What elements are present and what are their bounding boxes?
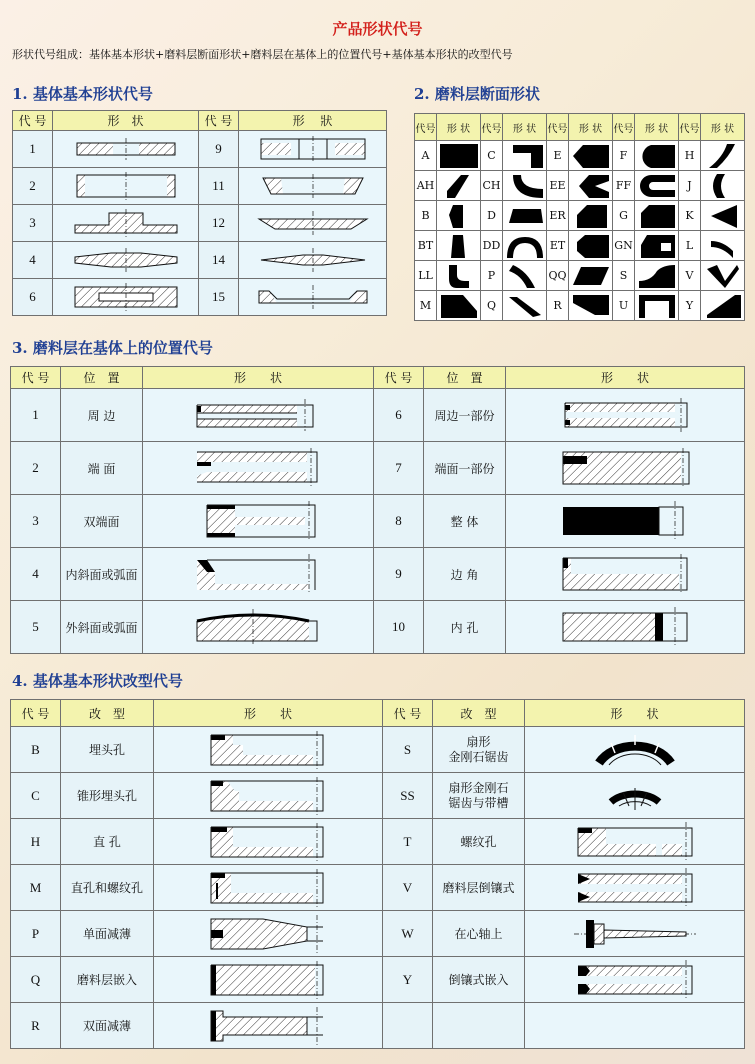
modification-code: B	[11, 727, 61, 773]
modification-drawing	[525, 727, 745, 773]
header-code: 代号	[547, 114, 569, 141]
section-shape	[635, 261, 679, 291]
modification-drawing	[525, 957, 745, 1003]
table-row	[11, 601, 745, 654]
header-position: 位 置	[61, 367, 143, 389]
section-shape	[701, 291, 745, 321]
modification-drawing	[154, 957, 383, 1003]
section-code: FF	[613, 171, 635, 201]
position-name: 外斜面或弧面	[61, 601, 143, 654]
section-code: Q	[481, 291, 503, 321]
header-code: 代号	[679, 114, 701, 141]
position-drawing	[506, 548, 745, 601]
position-code: 2	[11, 442, 61, 495]
table-row	[13, 242, 387, 279]
shape-drawing	[53, 279, 199, 316]
position-code: 6	[374, 389, 424, 442]
header-code: 代 号	[11, 367, 61, 389]
header-code: 代 号	[383, 700, 433, 727]
section-code: EE	[547, 171, 569, 201]
shape-drawing	[239, 168, 387, 205]
table-row	[415, 261, 745, 291]
shape-code: 15	[199, 279, 239, 316]
position-code: 9	[374, 548, 424, 601]
section-shape	[635, 231, 679, 261]
position-drawing	[143, 442, 374, 495]
position-drawing	[506, 389, 745, 442]
header-code: 代 号	[13, 111, 53, 131]
table-row	[11, 389, 745, 442]
position-drawing	[143, 389, 374, 442]
modification-name: 倒镶式嵌入	[433, 957, 525, 1003]
section-shape	[437, 291, 481, 321]
modification-code: W	[383, 911, 433, 957]
table-row	[415, 291, 745, 321]
section-code: C	[481, 141, 503, 171]
position-name: 内 孔	[424, 601, 506, 654]
position-code: 5	[11, 601, 61, 654]
section-shape	[569, 261, 613, 291]
position-name: 边 角	[424, 548, 506, 601]
page-title: 产品形状代号	[332, 20, 423, 38]
abrasive-position-table	[10, 366, 745, 654]
table-row	[11, 911, 745, 957]
shape-drawing	[53, 242, 199, 279]
position-name: 周边一部份	[424, 389, 506, 442]
shape-drawing	[53, 168, 199, 205]
modification-name: 在心轴上	[433, 911, 525, 957]
modification-name	[433, 727, 525, 773]
modification-code: H	[11, 819, 61, 865]
table-row	[11, 442, 745, 495]
section-code: CH	[481, 171, 503, 201]
modification-name-line2: 金刚石锯齿	[448, 749, 509, 764]
section-shape	[437, 261, 481, 291]
table-row	[11, 957, 745, 1003]
header-shape: 形 状	[701, 114, 745, 141]
section-code: GN	[613, 231, 635, 261]
header-code: 代 号	[199, 111, 239, 131]
modification-name: 直 孔	[61, 819, 154, 865]
header-code: 代号	[613, 114, 635, 141]
header-shape: 形 状	[635, 114, 679, 141]
section-shape	[701, 141, 745, 171]
modification-code: Y	[383, 957, 433, 1003]
modification-code: S	[383, 727, 433, 773]
section-shape	[437, 231, 481, 261]
section1-heading: 1. 基体基本形状代号	[12, 85, 153, 103]
section-code: D	[481, 201, 503, 231]
modification-code: T	[383, 819, 433, 865]
section-code: QQ	[547, 261, 569, 291]
base-modification-table	[10, 699, 745, 1049]
section-code: Y	[679, 291, 701, 321]
section-shape	[437, 171, 481, 201]
modification-drawing	[525, 819, 745, 865]
section-code: ET	[547, 231, 569, 261]
modification-code: P	[11, 911, 61, 957]
section-code: S	[613, 261, 635, 291]
position-code: 7	[374, 442, 424, 495]
shape-code: 3	[13, 205, 53, 242]
section-shape	[701, 171, 745, 201]
empty-cell	[525, 1003, 745, 1049]
modification-code: SS	[383, 773, 433, 819]
modification-name: 磨料层嵌入	[61, 957, 154, 1003]
header-modification: 改 型	[61, 700, 154, 727]
position-name: 双端面	[61, 495, 143, 548]
position-drawing	[143, 548, 374, 601]
modification-name-line1: 扇形金刚石	[448, 780, 509, 795]
table-row	[13, 168, 387, 205]
section-shape	[569, 171, 613, 201]
section-shape	[569, 201, 613, 231]
position-drawing	[143, 495, 374, 548]
position-name: 端面一部份	[424, 442, 506, 495]
modification-code: M	[11, 865, 61, 911]
header-shape: 形 狀	[239, 111, 387, 131]
position-code: 3	[11, 495, 61, 548]
table-row	[11, 819, 745, 865]
table-row	[11, 773, 745, 819]
section-shape	[569, 141, 613, 171]
header-position: 位 置	[424, 367, 506, 389]
header-shape: 形 状	[506, 367, 745, 389]
section-code: H	[679, 141, 701, 171]
section-shape	[635, 171, 679, 201]
section-code: L	[679, 231, 701, 261]
modification-name-line1: 扇形	[466, 734, 491, 749]
shape-drawing	[53, 205, 199, 242]
section-code: U	[613, 291, 635, 321]
modification-name: 磨料层倒镶式	[433, 865, 525, 911]
base-shape-table	[12, 110, 387, 316]
section-shape	[569, 231, 613, 261]
modification-name: 直孔和螺纹孔	[61, 865, 154, 911]
section-shape	[701, 231, 745, 261]
table-row	[415, 171, 745, 201]
abrasive-section-table	[414, 113, 745, 321]
header-shape: 形 状	[437, 114, 481, 141]
section-shape	[635, 141, 679, 171]
position-drawing	[506, 495, 745, 548]
section-shape	[635, 291, 679, 321]
modification-drawing	[154, 819, 383, 865]
section-code: ER	[547, 201, 569, 231]
header-code: 代号	[481, 114, 503, 141]
table-row	[415, 231, 745, 261]
modification-drawing	[154, 773, 383, 819]
header-code: 代号	[415, 114, 437, 141]
position-name: 整 体	[424, 495, 506, 548]
header-code: 代 号	[11, 700, 61, 727]
modification-code: Q	[11, 957, 61, 1003]
table-row	[415, 201, 745, 231]
modification-name	[433, 773, 525, 819]
modification-code: C	[11, 773, 61, 819]
shape-drawing	[239, 131, 387, 168]
modification-drawing	[154, 911, 383, 957]
modification-code: V	[383, 865, 433, 911]
modification-drawing	[154, 865, 383, 911]
shape-code: 4	[13, 242, 53, 279]
shape-code: 14	[199, 242, 239, 279]
section-code: R	[547, 291, 569, 321]
table-row	[11, 865, 745, 911]
modification-drawing	[525, 865, 745, 911]
section-code: E	[547, 141, 569, 171]
position-drawing	[506, 601, 745, 654]
shape-drawing	[53, 131, 199, 168]
modification-code: R	[11, 1003, 61, 1049]
position-name: 内斜面或弧面	[61, 548, 143, 601]
section-shape	[503, 201, 547, 231]
shape-code: 2	[13, 168, 53, 205]
section-code: BT	[415, 231, 437, 261]
header-shape: 形 状	[53, 111, 199, 131]
section-shape	[503, 141, 547, 171]
section3-heading: 3. 磨料层在基体上的位置代号	[12, 339, 213, 357]
table-row	[415, 141, 745, 171]
position-code: 10	[374, 601, 424, 654]
modification-drawing	[154, 727, 383, 773]
position-drawing	[506, 442, 745, 495]
section-shape	[503, 261, 547, 291]
section-code: AH	[415, 171, 437, 201]
section-shape	[437, 201, 481, 231]
table-row	[13, 279, 387, 316]
section2-heading: 2. 磨料层断面形状	[414, 85, 540, 103]
header-modification: 改 型	[433, 700, 525, 727]
position-code: 1	[11, 389, 61, 442]
modification-name: 埋头孔	[61, 727, 154, 773]
modification-name: 螺纹孔	[433, 819, 525, 865]
table-row	[13, 131, 387, 168]
position-name: 周 边	[61, 389, 143, 442]
section4-heading: 4. 基体基本形状改型代号	[12, 672, 183, 690]
header-shape: 形 状	[154, 700, 383, 727]
section-code: M	[415, 291, 437, 321]
shape-drawing	[239, 279, 387, 316]
section-shape	[635, 201, 679, 231]
section-shape	[503, 171, 547, 201]
modification-name: 单面减薄	[61, 911, 154, 957]
section-code: B	[415, 201, 437, 231]
modification-drawing	[525, 773, 745, 819]
header-shape: 形 状	[503, 114, 547, 141]
section-code: P	[481, 261, 503, 291]
modification-drawing	[525, 911, 745, 957]
section-shape	[701, 201, 745, 231]
position-name: 端 面	[61, 442, 143, 495]
section-code: G	[613, 201, 635, 231]
section-code: F	[613, 141, 635, 171]
table-row	[11, 495, 745, 548]
empty-cell	[433, 1003, 525, 1049]
modification-drawing	[154, 1003, 383, 1049]
section-shape	[503, 231, 547, 261]
section-code: A	[415, 141, 437, 171]
shape-drawing	[239, 205, 387, 242]
shape-code: 9	[199, 131, 239, 168]
modification-name-line2: 锯齿与带槽	[448, 795, 509, 810]
section-code: V	[679, 261, 701, 291]
table-row	[11, 727, 745, 773]
position-drawing	[143, 601, 374, 654]
section-code: DD	[481, 231, 503, 261]
shape-code: 11	[199, 168, 239, 205]
header-shape: 形 状	[525, 700, 745, 727]
section-code: LL	[415, 261, 437, 291]
empty-cell	[383, 1003, 433, 1049]
section-shape	[569, 291, 613, 321]
header-shape: 形 状	[143, 367, 374, 389]
shape-code: 6	[13, 279, 53, 316]
header-shape: 形 状	[569, 114, 613, 141]
page-subtitle: 形状代号组成：基体基本形状+磨料层断面形状+磨料层在基体上的位置代号+基体基本形状的改型代号	[12, 48, 513, 61]
position-code: 8	[374, 495, 424, 548]
position-code: 4	[11, 548, 61, 601]
modification-name: 锥形埋头孔	[61, 773, 154, 819]
section-code: J	[679, 171, 701, 201]
section-shape	[503, 291, 547, 321]
section-shape	[701, 261, 745, 291]
shape-code: 1	[13, 131, 53, 168]
table-row	[11, 548, 745, 601]
section-code: K	[679, 201, 701, 231]
table-row	[11, 1003, 745, 1049]
section-shape	[437, 141, 481, 171]
shape-drawing	[239, 242, 387, 279]
header-code: 代 号	[374, 367, 424, 389]
shape-code: 12	[199, 205, 239, 242]
modification-name: 双面减薄	[61, 1003, 154, 1049]
table-row	[13, 205, 387, 242]
